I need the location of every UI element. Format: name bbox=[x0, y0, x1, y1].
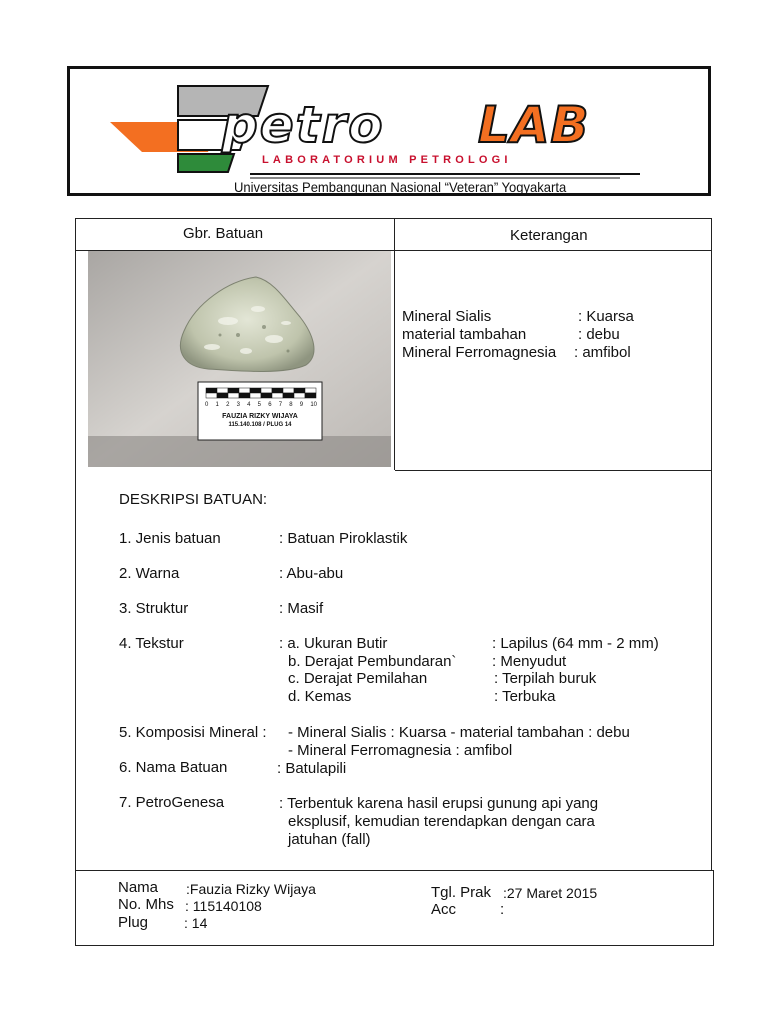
desc-value: : Abu-abu bbox=[279, 565, 344, 582]
note-value: : amfibol bbox=[574, 344, 631, 361]
texture-sub-value: : Terbuka bbox=[494, 688, 556, 705]
rock-photo bbox=[88, 251, 391, 467]
footer-tgl-label: Tgl. Prak bbox=[431, 884, 492, 901]
scale-number: 6 bbox=[268, 402, 272, 408]
scale-number: 7 bbox=[278, 402, 283, 408]
scale-segment bbox=[239, 393, 250, 398]
footer-tgl-value: :27 Maret 2015 bbox=[503, 885, 598, 901]
note-row bbox=[402, 326, 620, 344]
desc-label: 5. Komposisi Mineral : bbox=[119, 724, 267, 741]
note-row bbox=[402, 344, 631, 362]
scale-segment bbox=[206, 388, 217, 393]
desc-label: 3. Struktur bbox=[119, 600, 189, 617]
notes-list bbox=[402, 308, 634, 362]
footer-plug-value: : 14 bbox=[184, 915, 208, 931]
desc-label: 2. Warna bbox=[119, 565, 180, 582]
texture-sub-key: d. Kemas bbox=[288, 688, 352, 705]
column-header-image: Gbr. Batuan bbox=[183, 225, 264, 242]
footer-top-border bbox=[75, 870, 714, 871]
texture-sub-key: b. Derajat Pembundaran` bbox=[288, 653, 457, 670]
description-heading: DESKRIPSI BATUAN: bbox=[119, 491, 268, 508]
footer-bottom-border bbox=[75, 945, 714, 946]
footer-acc-label: Acc bbox=[431, 901, 457, 918]
desc-label: 7. PetroGenesa bbox=[119, 794, 225, 811]
texture-sub-key: : a. Ukuran Butir bbox=[279, 635, 388, 652]
note-row bbox=[402, 308, 634, 326]
sample-label-id: 115.140.108 / PLUG 14 bbox=[228, 422, 292, 428]
scale-segment bbox=[217, 388, 228, 393]
note-key: Mineral Ferromagnesia bbox=[402, 344, 557, 361]
scale-segment bbox=[261, 393, 272, 398]
footer-acc-value: : bbox=[500, 901, 505, 918]
scale-segment bbox=[217, 393, 228, 398]
scale-segment bbox=[228, 393, 239, 398]
brand-lab-text: LAB bbox=[478, 96, 590, 154]
scale-segment bbox=[272, 393, 283, 398]
scale-number: 0 bbox=[205, 402, 209, 408]
scale-segment bbox=[250, 388, 261, 393]
column-header-notes: Keterangan bbox=[510, 227, 588, 244]
desc-value: : Batuan Piroklastik bbox=[279, 530, 408, 547]
note-key: Mineral Sialis bbox=[402, 308, 492, 325]
texture-sub-value: : Lapilus (64 mm - 2 mm) bbox=[492, 635, 659, 652]
scale-number: 1 bbox=[215, 402, 219, 408]
footer-nomhs-label: No. Mhs bbox=[118, 896, 174, 913]
footer-nama-value: :Fauzia Rizky Wijaya bbox=[186, 881, 316, 897]
note-key: material tambahan bbox=[402, 326, 527, 343]
footer-plug-label: Plug bbox=[118, 914, 149, 931]
desc-label: 6. Nama Batuan bbox=[119, 759, 228, 776]
university-name: Universitas Pembangunan Nasional “Veteran” Yogyakarta bbox=[234, 179, 567, 195]
scale-number: 9 bbox=[299, 402, 304, 408]
desc-line: : Terbentuk karena hasil erupsi gunung api yang bbox=[279, 795, 599, 812]
rock-photo-illustration bbox=[88, 251, 391, 467]
scale-number: 2 bbox=[226, 402, 230, 408]
lab-name: LABORATORIUM PETROLOGI bbox=[262, 154, 512, 166]
scale-segment bbox=[228, 388, 239, 393]
scale-segment bbox=[294, 388, 305, 393]
scale-segment bbox=[294, 393, 305, 398]
scale-segment bbox=[250, 393, 261, 398]
footer-nomhs-value: : 115140108 bbox=[185, 898, 262, 914]
scale-number: 10 bbox=[310, 402, 317, 408]
desc-line: - Mineral Ferromagnesia : amfibol bbox=[288, 742, 513, 759]
table-photo-bottom-border bbox=[395, 470, 712, 471]
desc-line: jatuhan (fall) bbox=[288, 831, 371, 848]
table-left-border bbox=[75, 218, 76, 945]
table-right-border bbox=[711, 218, 712, 870]
scale-number: 8 bbox=[289, 402, 293, 408]
desc-line: - Mineral Sialis : Kuarsa - material tambahan : debu bbox=[288, 724, 630, 741]
scale-segment bbox=[305, 393, 316, 398]
footer-right-border bbox=[713, 870, 714, 946]
scale-segment bbox=[206, 393, 217, 398]
scale-segment bbox=[261, 388, 272, 393]
sample-label-name: FAUZIA RIZKY WIJAYA bbox=[222, 413, 298, 420]
desc-value: : Masif bbox=[279, 600, 324, 617]
scale-segment bbox=[283, 393, 294, 398]
texture-sub-value: : Menyudut bbox=[492, 653, 567, 670]
brand-petro-text: petro bbox=[222, 96, 385, 154]
desc-value: : Batulapili bbox=[277, 760, 347, 777]
scale-segment bbox=[272, 388, 283, 393]
texture-sub-key: c. Derajat Pemilahan bbox=[288, 670, 428, 687]
texture-sub-value: : Terpilah buruk bbox=[494, 670, 597, 687]
footer-nama-label: Nama bbox=[118, 879, 159, 896]
scale-numbers bbox=[205, 402, 317, 408]
scale-number: 4 bbox=[247, 402, 251, 408]
desc-label: 4. Tekstur bbox=[119, 635, 184, 652]
scale-segment bbox=[283, 388, 294, 393]
note-value: : Kuarsa bbox=[578, 308, 634, 325]
desc-label: 1. Jenis batuan bbox=[119, 530, 221, 547]
scale-segment bbox=[239, 388, 250, 393]
scale-number: 3 bbox=[236, 402, 240, 408]
logo-green-block bbox=[178, 154, 234, 172]
desc-line: eksplusif, kemudian terendapkan dengan cara bbox=[288, 813, 595, 830]
note-value: : debu bbox=[578, 326, 620, 343]
scale-segment bbox=[305, 388, 316, 393]
scale-number: 5 bbox=[257, 402, 261, 408]
table-column-divider bbox=[394, 218, 395, 470]
scale-bar bbox=[206, 388, 316, 398]
